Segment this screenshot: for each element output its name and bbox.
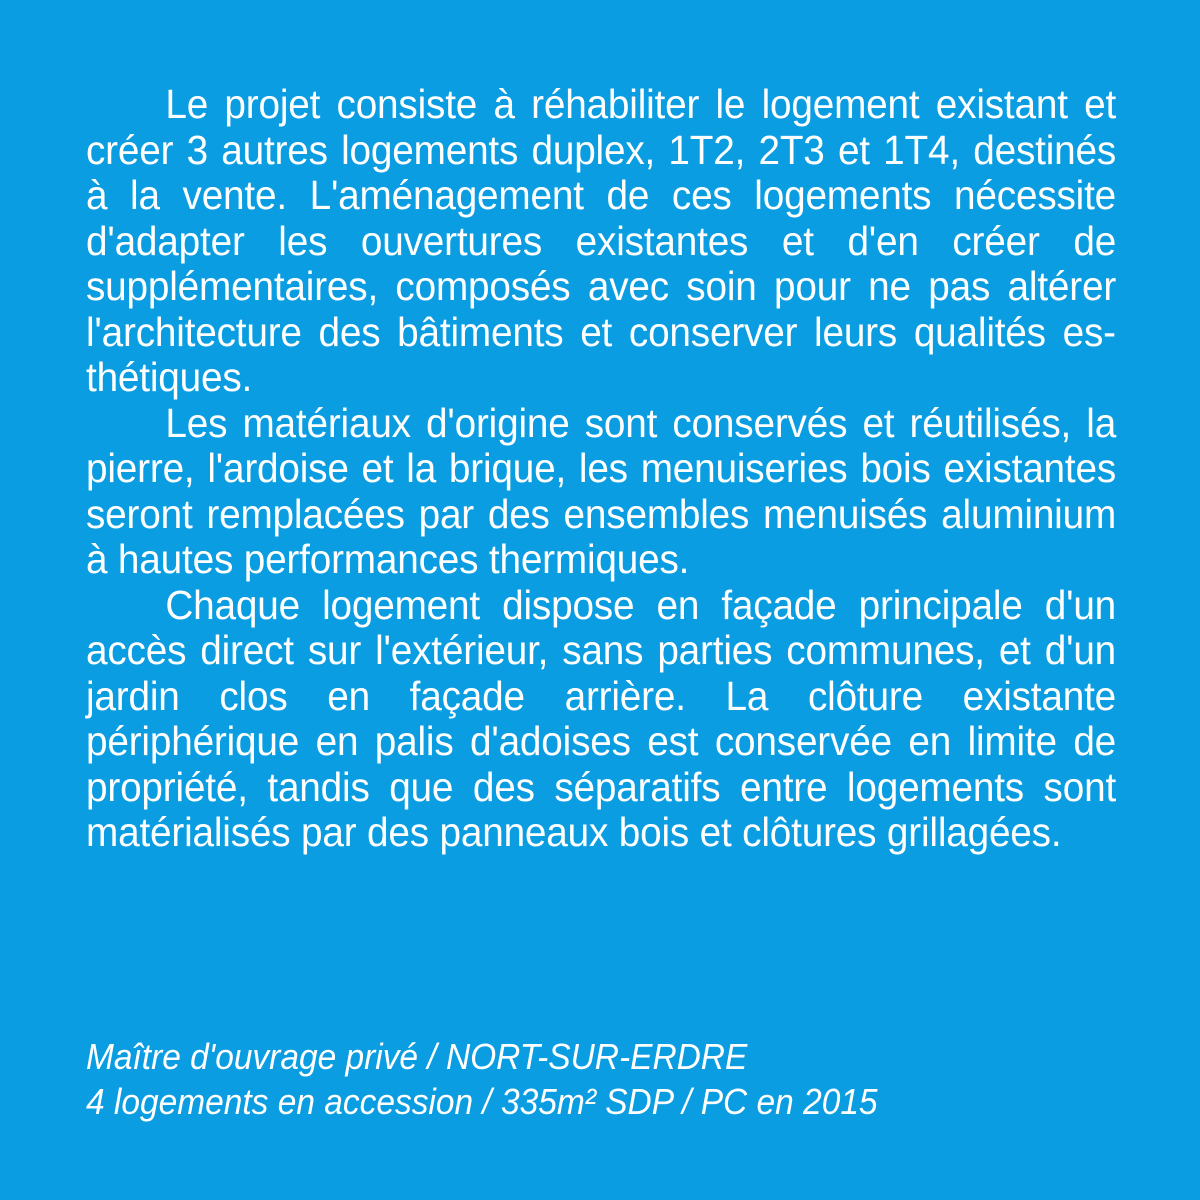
project-description-panel bbox=[86, 0, 1116, 1200]
credits-client-location: Maître d'ouvrage privé / NORT-SUR-ERDRE bbox=[86, 1036, 748, 1077]
project-credits bbox=[86, 1034, 878, 1124]
paragraph-project-scope: Le projet consiste à réhabiliter le logement existant et créer 3 autres logements duplex, 1T2, 2T3 et 1T4, destinés à la vente. L'aménagement de ces logements nécessite d'adapter les ouvertures existantes et d'en créer de supplémentaires, composés avec soin pour ne pas altérer l'architecture des bâtiments et conserver leurs qualités esthétiques. bbox=[86, 81, 1117, 400]
credits-program-details: 4 logements en accession / 335m² SDP / PC en 2015 bbox=[86, 1081, 878, 1122]
paragraph-materials: Les matériaux d'origine sont conservés et réutilisés, la pierre, l'ardoise et la brique, les menuiseries bois existantes seront remplacées par des ensembles menuisés aluminium à hautes performances thermiques. bbox=[86, 399, 1117, 582]
project-description-text bbox=[86, 82, 1116, 856]
paragraph-access-gardens: Chaque logement dispose en façade principale d'un accès direct sur l'extérieur, sans parties communes, et d'un jardin clos en façade arrière. La clôture existante périphérique en palis d'adoises est conservée en limite de propriété, tandis que des séparatifs entre logements sont matérialisés par des panneaux bois et clôtures grillagées. bbox=[86, 581, 1117, 855]
